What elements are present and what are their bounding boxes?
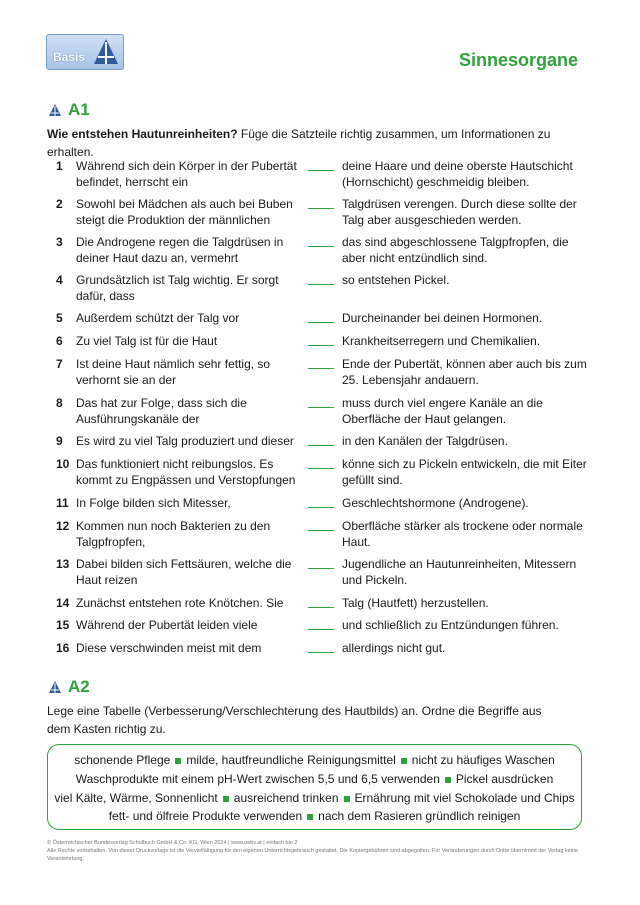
logo-text: Basis [53, 50, 86, 64]
term: Ernährung mit viel Schokolade und Chips [354, 791, 575, 805]
row-number: 1 [56, 159, 63, 173]
row-right-text: so entstehen Pickel. [342, 273, 450, 287]
row-number: 16 [56, 641, 70, 655]
row-number: 6 [56, 334, 63, 348]
row-number: 15 [56, 618, 70, 632]
separator-square-icon [401, 758, 407, 764]
row-right-text: Talg (Hautfett) herzustellen. [342, 596, 489, 610]
a2-instruction: Lege eine Tabelle (Verbesserung/Verschlechterung des Hautbilds) an. Ordne die Begriffe aus dem Kasten richtig zu. [47, 704, 542, 736]
row-right-text: das sind abgeschlossene Talgpfropfen, die aber nicht entzündlich sind. [342, 235, 569, 265]
term: nach dem Rasieren gründlich reinigen [318, 809, 521, 823]
row-left-text: Während sich dein Körper in der Pubertät befindet, herrscht ein [76, 159, 297, 189]
answer-blank[interactable] [308, 407, 334, 408]
term: milde, hautfreundliche Reinigungsmittel [186, 753, 396, 767]
row-right-text: könne sich zu Pickeln entwickeln, die mit Eiter gefüllt sind. [342, 457, 587, 487]
row-left-text: Es wird zu viel Talg produziert und dieser [76, 434, 294, 448]
row-left-text: Ist deine Haut nämlich sehr fettig, so verhornt sie an der [76, 357, 271, 387]
row-number: 13 [56, 557, 70, 571]
row-right-text: und schließlich zu Entzündungen führen. [342, 618, 559, 632]
row-right-text: muss durch viel engere Kanäle an die Oberfläche der Haut gelangen. [342, 396, 543, 426]
row-right-text: Geschlechtshormone (Androgene). [342, 496, 529, 510]
row-left-text: Zunächst entstehen rote Knötchen. Sie [76, 596, 284, 610]
answer-blank[interactable] [308, 368, 334, 369]
row-number: 14 [56, 596, 70, 610]
row-right-text: deine Haare und deine oberste Hautschicht (Hornschicht) geschmeidig bleiben. [342, 159, 573, 189]
term: Pickel ausdrücken [455, 772, 554, 786]
answer-blank[interactable] [308, 530, 334, 531]
term: nicht zu häufiges Waschen [411, 753, 555, 767]
answer-blank[interactable] [308, 629, 334, 630]
separator-square-icon [175, 758, 181, 764]
row-number: 8 [56, 396, 63, 410]
row-left-text: Das funktioniert nicht reibungslos. Es kommt zu Engpässen und Verstopfungen [76, 457, 296, 487]
row-right-text: allerdings nicht gut. [342, 641, 446, 655]
row-number: 3 [56, 235, 63, 249]
term-line [48, 791, 581, 805]
term-line [48, 753, 581, 767]
footer-rights: Alle Rechte vorbehalten. Von dieser Druckvorlage ist die Vervielfältigung für den eigenen Unterrichtsgebrauch gestattet. Die Kopiergebühren sind abgegolten. Für Veränderungen durch Dritte übernimmt der Verlag keine Verantwortung. [47, 848, 579, 862]
term-line [48, 772, 581, 786]
page-title: Sinnesorgane [458, 50, 578, 70]
answer-blank[interactable] [308, 507, 334, 508]
row-left-text: Das hat zur Folge, dass sich die Ausführungskanäle der [76, 396, 247, 426]
term: Waschprodukte mit einem pH-Wert zwischen 5,5 und 6,5 verwenden [75, 772, 440, 786]
row-left-text: Dabei bilden sich Fettsäuren, welche die Haut reizen [76, 557, 292, 587]
row-number: 12 [56, 519, 70, 533]
basis-logo [46, 34, 124, 70]
a1-instruction-text: Füge die Satzteile richtig zusammen, um Informationen zu erhalten. [47, 127, 551, 159]
separator-square-icon [223, 796, 229, 802]
row-number: 9 [56, 434, 63, 448]
row-left-text: Außerdem schützt der Talg vor [76, 311, 240, 325]
separator-square-icon [445, 777, 451, 783]
section-a2-heading [48, 677, 90, 697]
row-left-text: Die Androgene regen die Talgdrüsen in deiner Haut dazu an, vermehrt [76, 235, 284, 265]
level-triangle-icon [48, 680, 62, 694]
row-left-text: In Folge bilden sich Mitesser, [76, 496, 231, 510]
row-right-text: Oberfläche stärker als trockene oder normale Haut. [342, 519, 583, 549]
term: viel Kälte, Wärme, Sonnenlicht [54, 791, 218, 805]
a1-instruction-question: Wie entstehen Hautunreinheiten? [47, 127, 238, 141]
answer-blank[interactable] [308, 284, 334, 285]
row-number: 10 [56, 457, 70, 471]
term: fett- und ölfreie Produkte verwenden [108, 809, 303, 823]
answer-blank[interactable] [308, 170, 334, 171]
term: schonende Pflege [74, 753, 171, 767]
level-triangle-icon [48, 103, 62, 117]
answer-blank[interactable] [308, 246, 334, 247]
row-number: 7 [56, 357, 63, 371]
separator-square-icon [307, 814, 313, 820]
term-line [48, 809, 581, 823]
a1-instruction [47, 125, 597, 161]
row-right-text: Krankheitserregern und Chemikalien. [342, 334, 541, 348]
answer-blank[interactable] [308, 568, 334, 569]
answer-blank[interactable] [308, 322, 334, 323]
answer-blank[interactable] [308, 208, 334, 209]
row-left-text: Diese verschwinden meist mit dem [76, 641, 262, 655]
row-left-text: Während der Pubertät leiden viele [76, 618, 258, 632]
row-number: 4 [56, 273, 63, 287]
row-number: 2 [56, 197, 63, 211]
answer-blank[interactable] [308, 468, 334, 469]
term: ausreichend trinken [233, 791, 339, 805]
row-right-text: Jugendliche an Hautunreinheiten, Mitessern und Pickeln. [342, 557, 577, 587]
answer-blank[interactable] [308, 652, 334, 653]
footer [47, 839, 587, 863]
answer-blank[interactable] [308, 607, 334, 608]
row-left-text: Kommen nun noch Bakterien zu den Talgpfropfen, [76, 519, 271, 549]
answer-blank[interactable] [308, 445, 334, 446]
footer-copyright: © Österreichischer Bundesverlag Schulbuch GmbH & Co. KG, Wien 2024 | www.oebv.at | einfach bio 2 [47, 840, 298, 846]
triangle-logo-icon [93, 38, 119, 66]
row-left-text: Zu viel Talg ist für die Haut [76, 334, 218, 348]
separator-square-icon [344, 796, 350, 802]
section-a2-label: A2 [68, 677, 90, 696]
row-right-text: Talgdrüsen verengen. Durch diese sollte der Talg aber ausgeschieden werden. [342, 197, 577, 227]
row-number: 5 [56, 311, 63, 325]
section-a1-label: A1 [68, 100, 90, 119]
answer-blank[interactable] [308, 345, 334, 346]
row-right-text: Ende der Pubertät, können aber auch bis zum 25. Lebensjahr andauern. [342, 357, 587, 387]
row-right-text: in den Kanälen der Talgdrüsen. [342, 434, 508, 448]
row-right-text: Durcheinander bei deinen Hormonen. [342, 311, 543, 325]
row-number: 11 [56, 496, 69, 510]
row-left-text: Grundsätzlich ist Talg wichtig. Er sorgt dafür, dass [76, 273, 279, 303]
term-box [47, 744, 582, 830]
row-left-text: Sowohl bei Mädchen als auch bei Buben steigt die Produktion der männlichen [76, 197, 293, 227]
section-a1-heading [48, 100, 90, 120]
